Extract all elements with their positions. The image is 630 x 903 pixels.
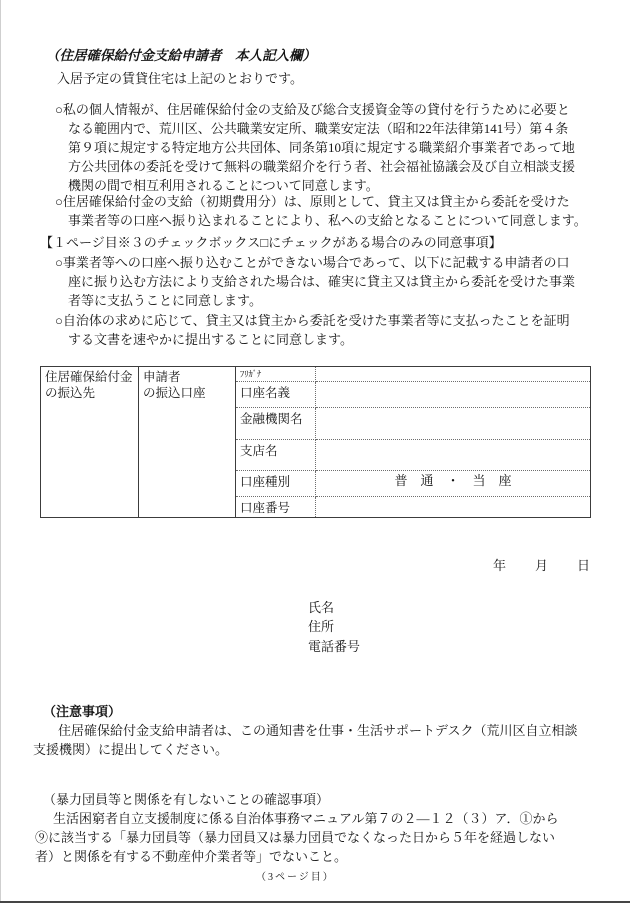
text-line: 支援機関）に提出してください。 xyxy=(33,742,229,757)
consent-payment-proof xyxy=(55,311,603,349)
notes-heading: （注意事項） xyxy=(43,704,122,719)
furigana-field[interactable] xyxy=(316,367,590,382)
text-line: なる範囲内で、荒川区、公共職業安定所、職業安定法（昭和22年法律第141号）第４条 xyxy=(68,121,569,136)
text-line: 方公共団体の委託を受けて無料の職業紹介を行う者、社会福祉協議会及び自立相談支援 xyxy=(68,159,576,174)
text-line: 事業者等の口座へ振り込まれることにより、私への支給となることについて同意します。 xyxy=(68,213,587,228)
text-line: ○事業者等への口座へ振り込むことができない場合であって、以下に記載する申請者の口 xyxy=(55,255,570,270)
consent-applicant-account-transfer xyxy=(55,253,603,310)
account-number-field[interactable] xyxy=(316,497,590,517)
intro-statement: 入居予定の賃貸住宅は上記のとおりです。 xyxy=(57,71,303,86)
text-line: の振込先 xyxy=(45,386,96,400)
consent-payment-method xyxy=(55,192,603,230)
text-line: ⑨に該当する「暴力団員等（暴力団員又は暴力団員でなくなった日から５年を経過しない xyxy=(35,830,556,845)
text-line: 生活困窮者自立支援制度に係る自治体事務マニュアル第７の２―１２（３）ア．①から xyxy=(53,811,559,826)
account-type-label: 口座種別 xyxy=(236,471,316,497)
bank-account-table xyxy=(40,366,591,518)
account-number-label: 口座番号 xyxy=(236,497,316,517)
text-line: 申請者 xyxy=(143,370,181,384)
account-holder-label: 口座名義 xyxy=(236,382,316,408)
conditional-consent-header: 【１ページ目※３のチェックボックス□にチェックがある場合のみの同意事項】 xyxy=(40,235,502,250)
consent-personal-info xyxy=(55,100,603,195)
text-line: ○私の個人情報が、住居確保給付金の支給及び総合支援資金等の貸付を行うために必要と xyxy=(55,102,570,117)
account-fields-grid xyxy=(236,367,590,517)
gang-check-paragraph xyxy=(35,809,598,866)
text-line: する文書を速やかに提出することに同意します。 xyxy=(68,332,353,347)
phone-label[interactable]: 電話番号 xyxy=(308,638,361,654)
text-line: ○住居確保給付金の支給（初期費用分）は、原則として、貸主又は貸主から委託を受けた xyxy=(55,194,570,209)
text-line: 者）と関係を有する不動産仲介業者等」でないこと。 xyxy=(35,849,348,864)
text-line: 機関の間で相互利用されることについて同意します。 xyxy=(68,178,379,193)
branch-name-field[interactable] xyxy=(316,440,590,471)
signature-block xyxy=(308,598,360,656)
financial-institution-label: 金融機関名 xyxy=(236,408,316,440)
notes-section xyxy=(33,702,600,759)
text-line: 住居確保給付金支給申請者は、この通知書を仕事・生活サポートデスク（荒川区自立相談 xyxy=(58,723,578,738)
form-section-title: （住居確保給付金支給申請者 本人記入欄） xyxy=(46,48,316,63)
table-header-applicant-account xyxy=(139,367,236,517)
gang-check-heading: （暴力団員等と関係を有しないことの確認事項） xyxy=(43,792,330,807)
account-type-choice[interactable]: 普 通 ・ 当 座 xyxy=(316,471,590,497)
table-header-transfer-destination xyxy=(41,367,139,517)
page-number-footer: （3ページ目） xyxy=(256,872,335,883)
branch-name-label: 支店名 xyxy=(236,440,316,471)
text-line: 者等に支払うことに同意します。 xyxy=(68,293,262,308)
furigana-label: ﾌﾘｶﾞﾅ xyxy=(236,367,316,382)
account-holder-field[interactable] xyxy=(316,382,590,408)
text-line: 住居確保給付金 xyxy=(45,370,133,384)
text-line: 座に振り込む方法により支給された場合は、確実に貸主又は貸主から委託を受けた事業 xyxy=(68,274,576,289)
text-line: ○自治体の求めに応じて、貸主又は貸主から委託を受けた事業者等に支払ったことを証明 xyxy=(55,313,570,328)
gang-check-section xyxy=(35,790,598,866)
financial-institution-field[interactable] xyxy=(316,408,590,440)
text-line: の振込口座 xyxy=(143,386,206,400)
name-label[interactable]: 氏名 xyxy=(308,600,335,615)
address-label[interactable]: 住所 xyxy=(308,619,335,635)
text-line: 第９項に規定する特定地方公共団体、同条第10項に規定する職業紹介事業者であって地 xyxy=(68,140,575,155)
date-fill-in-line[interactable]: 年 月 日 xyxy=(493,558,592,573)
notes-paragraph xyxy=(33,721,600,759)
scan-left-edge xyxy=(0,0,1,903)
